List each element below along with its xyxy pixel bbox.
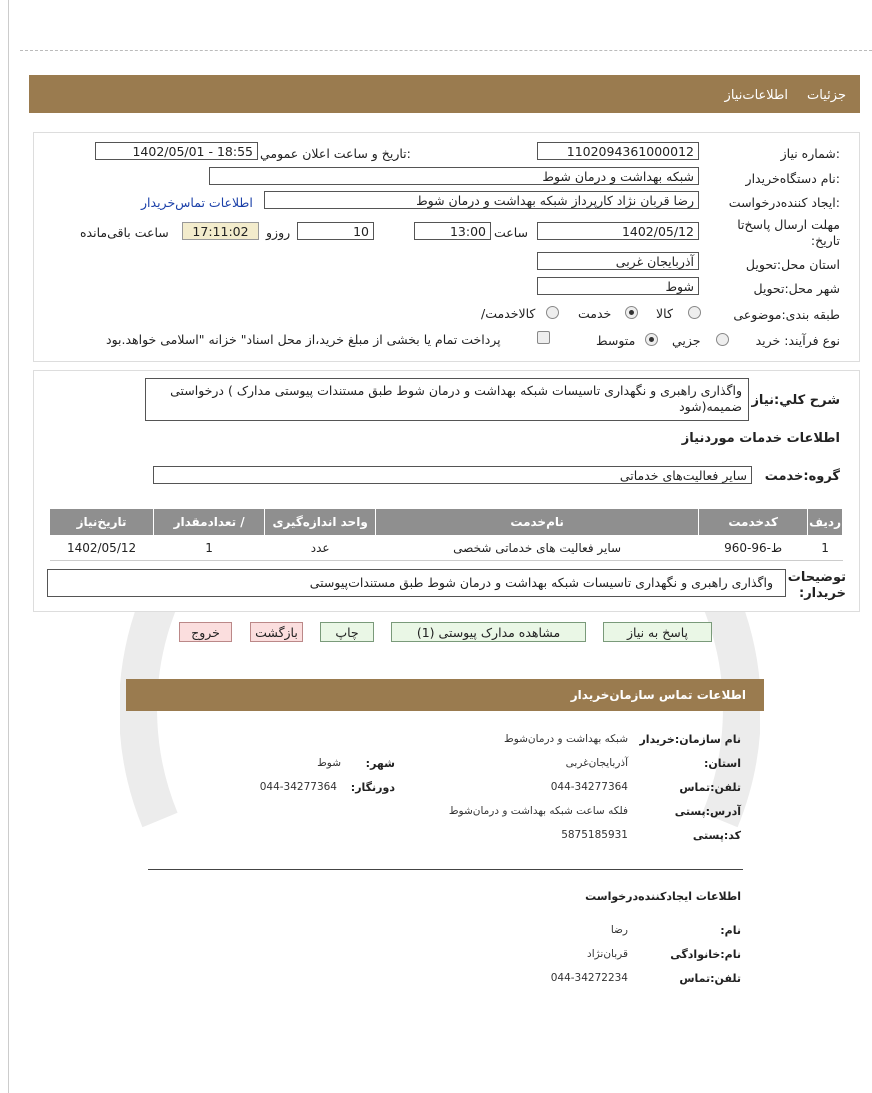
contact-fax-value: 044-34277364 [259,781,337,793]
treasury-payment-note: پرداخت تمام یا بخشی از مبلغ خرید،از محل اسناد" خزانه "اسلامی خواهد.بود [106,332,501,347]
remaining-time-field: 17:11:02 [182,222,259,240]
cell-need-date: 1402/05/12 [50,536,154,561]
services-title: اطلاعات خدمات موردنیاز [681,431,840,446]
days-field: 10 [297,222,374,240]
creator-label: ایجاد کننده‌درخواست: [728,195,840,210]
deadline-date-field: 1402/05/12 [537,222,699,240]
cell-service-name: سایر فعالیت های خدماتی شخصی [376,536,699,561]
buyer-org-field: شبکه بهداشت و درمان شوط [209,167,699,185]
buyer-notes-box: واگذاری راهبری و نگهداری تاسیسات شبکه بهداشت و درمان شوط طبق مستندات‌پیوستی [47,569,786,597]
description-label: شرح کلي:نیاز [751,393,840,408]
remaining-label: ساعت باقی‌مانده [80,225,169,240]
category-radio-goods-service[interactable] [546,306,559,319]
cell-row: 1 [808,536,843,561]
process-option-medium: متوسط [596,333,636,348]
services-table-header [50,509,843,536]
process-label: نوع فرآیند: خرید [755,333,840,348]
exit-button[interactable]: خروج [179,622,232,642]
category-option-goods: کالا [656,306,673,321]
contact-city-value: شوط [317,757,341,769]
cell-unit: عدد [265,536,376,561]
deadline-time-field: 13:00 [414,222,491,240]
cell-service-code: ط-96-960 [699,536,808,561]
treasury-payment-checkbox[interactable] [537,331,550,344]
process-option-minor: جزیي [672,333,701,348]
table-row [50,536,843,561]
description-box: واگذاری راهبری و نگهداری تاسیسات شبکه بهداشت و درمان شوط طبق مستندات پیوستی مدارک ) درخواستی ضمیمه(شود [145,378,749,421]
buyer-notes-label-1: توضیحات [787,570,846,585]
deadline-label-1: مهلت ارسال پاسخ‌تا [737,217,840,232]
category-radio-service[interactable] [625,306,638,319]
contact-postal-label: کد:پستی [692,829,741,842]
col-quantity: / تعدادمقدار [154,509,265,536]
contact-city-label: :شهر [365,757,395,770]
city-field: شوط [537,277,699,295]
category-option-service: خدمت [578,306,612,321]
need-number-label: شماره نیاز: [780,146,840,161]
contact-org-value: شبکه بهداشت و درمان‌شوط [504,733,628,745]
reply-button[interactable]: پاسخ به نیاز [603,622,712,642]
creator-info-title: اطلاعات ایجادکننده‌درخواست [585,890,741,903]
city-label: شهر محل:تحویل [753,281,840,296]
creator-field: رضا قربان نژاد کارپرداز شبکه بهداشت و درمان شوط [264,191,699,209]
contact-address-label: آدرس:پستی [674,805,741,818]
contact-phone-value: 044-34277364 [550,781,628,793]
buyer-org-label: نام دستگاه‌خریدار: [745,171,840,186]
col-service-code: کدخدمت [699,509,808,536]
deadline-label-2: :تاریخ [810,233,840,248]
cell-quantity: 1 [154,536,265,561]
province-field: آذربایجان غربی [537,252,699,270]
print-button[interactable]: چاپ [320,622,374,642]
contact-province-value: آذربایجان‌غربی [565,757,628,769]
province-label: استان محل:تحویل [745,257,840,272]
creator-family-value: قربان‌نژاد [587,948,628,960]
tab-details[interactable]: جزئیات [807,88,846,103]
creator-phone-value: 044-34272234 [550,972,628,984]
services-table [49,508,843,561]
process-radio-minor[interactable] [716,333,729,346]
category-option-goods-service: /کالاخدمت [481,306,536,321]
contact-address-value: فلکه ساعت شبکه بهداشت و درمان‌شوط [448,805,628,817]
days-label: روزو [266,225,291,240]
col-unit: واحد اندازه‌گیری [265,509,376,536]
details-header-bar [29,75,860,113]
page-left-border [8,0,9,1093]
announce-label: تاریخ و ساعت اعلان عمومي: [260,146,411,161]
category-radio-goods[interactable] [688,306,701,319]
view-attachments-button[interactable]: مشاهده مدارک پیوستی (1) [391,622,586,642]
announce-field: 1402/05/01 - 18:55 [95,142,258,160]
contact-divider [148,869,743,870]
service-group-field: سایر فعالیت‌های خدماتی [153,466,752,484]
col-row: ردیف [808,509,843,536]
contact-fax-label: :دورنگار [350,781,395,794]
back-button[interactable]: بازگشت [250,622,303,642]
creator-family-label: نام:خانوادگی [670,948,741,961]
buyer-notes-label-2: :خریدار [799,586,846,601]
service-group-label: گروه:خدمت [764,469,840,484]
buyer-contact-link[interactable]: اطلاعات تماس‌خریدار [141,195,253,210]
contact-postal-value: 5875185931 [561,829,628,841]
contact-org-label: نام سازمان:خریدار [639,733,741,746]
creator-name-value: رضا [610,924,628,936]
process-radio-medium[interactable] [645,333,658,346]
tab-need-info[interactable]: اطلاعات‌نیاز [724,88,788,103]
col-need-date: تاریخ‌نیاز [50,509,154,536]
contact-header-bar [126,679,764,711]
need-number-field: 1102094361000012 [537,142,699,160]
category-label: طبقه بندی:موضوعی [733,307,840,322]
top-divider [20,50,872,51]
contact-province-label: :استان [703,757,741,770]
deadline-time-label: ساعت [494,225,529,240]
creator-phone-label: تلفن:تماس [679,972,741,985]
contact-title: اطلاعات تماس سازمان‌خریدار [570,688,746,702]
contact-phone-label: تلفن:تماس [679,781,741,794]
creator-name-label: :نام [720,924,741,937]
col-service-name: نام‌خدمت [376,509,699,536]
